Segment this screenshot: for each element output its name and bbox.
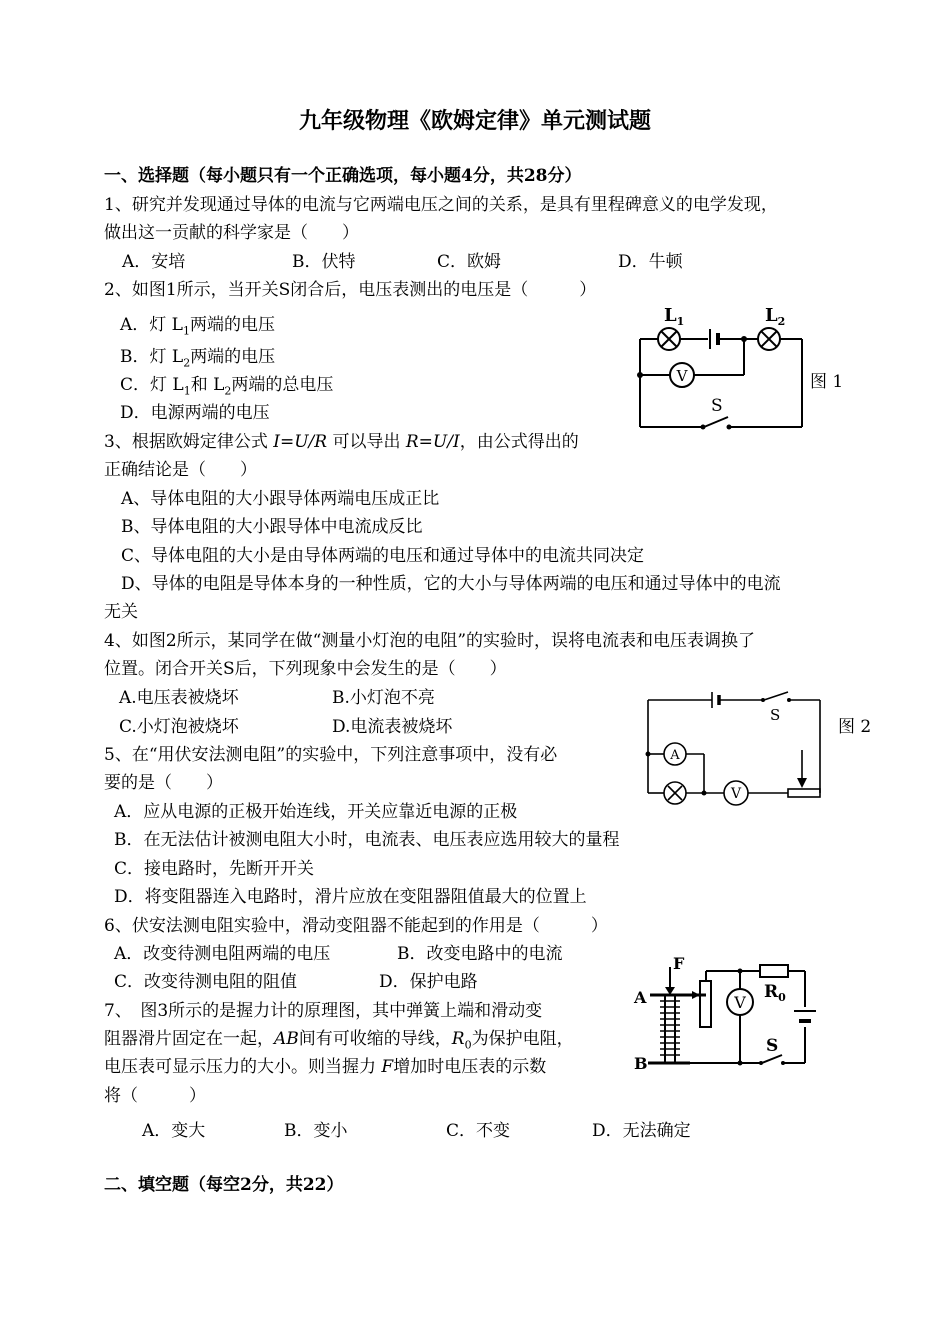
- q6-option-d: D．保护电路: [379, 972, 478, 992]
- q7-stem-line1: 7、 图3所示的是握力计的原理图，其中弹簧上端和滑动变: [104, 1001, 543, 1021]
- q7-option-c: C．不变: [446, 1121, 511, 1141]
- fig1-switch-label: S: [711, 396, 723, 416]
- q6-option-c: C．改变待测电阻的阻值: [114, 972, 298, 992]
- fig3-force-label: F: [673, 954, 685, 973]
- q3-option-d-line2: 无关: [104, 602, 138, 622]
- q5-stem-line1: 5、在“用伏安法测电阻”的实验中，下列注意事项中，没有必: [104, 745, 558, 765]
- fig2-switch-label: S: [770, 706, 781, 724]
- fig3-switch-label: S: [766, 1036, 779, 1056]
- q5-option-d: D．将变阻器连入电路时，滑片应放在变阻器阻值最大的位置上: [114, 887, 587, 907]
- q5-option-c: C．接电路时，先断开开关: [114, 859, 315, 879]
- section-heading-choice: 一、选择题（每小题只有一个正确选项，每小题4分，共28分）: [104, 166, 582, 186]
- q5-stem-line2: 要的是（ ）: [104, 773, 223, 793]
- q2-stem: 2、如图1所示，当开关S闭合后，电压表测出的电压是（ ）: [104, 280, 597, 300]
- q1-option-a: A．安培: [122, 252, 186, 272]
- q5-option-b: B．在无法估计被测电阻大小时，电流表、电压表应选用较大的量程: [114, 830, 620, 850]
- q3-option-c: C、导体电阻的大小是由导体两端的电压和通过导体中的电流共同决定: [121, 546, 645, 566]
- figure-2-circuit: [640, 690, 825, 815]
- q2-option-c: C．灯 $L_1$和 $L_2$两端的总电压: [120, 375, 334, 398]
- fig3-point-b-label: B: [634, 1054, 648, 1073]
- q3-option-d-line1: D、导体的电阻是导体本身的一种性质，它的大小与导体两端的电压和通过导体中的电流: [121, 574, 781, 594]
- q7-stem-line3: 电压表可显示压力的大小。则当握力 F增加时电压表的示数: [104, 1057, 547, 1077]
- fig1-l2-label: $L_2$: [765, 305, 786, 328]
- q1-option-c: C．欧姆: [437, 252, 502, 272]
- q3-option-b: B、导体电阻的大小跟导体中电流成反比: [121, 517, 423, 537]
- q7-stem-line4: 将（ ）: [104, 1086, 206, 1106]
- q5-option-a: A．应从电源的正极开始连线，开关应靠近电源的正极: [114, 802, 518, 822]
- fig3-voltmeter-label: V: [734, 993, 746, 1012]
- fig1-l1-label: $L_1$: [664, 305, 685, 328]
- q1-stem-line2: 做出这一贡献的科学家是（ ）: [104, 223, 359, 243]
- q1-option-d: D．牛顿: [618, 252, 683, 272]
- q2-option-a: A．灯 $L_1$两端的电压: [120, 315, 275, 338]
- q3-option-a: A、导体电阻的大小跟导体两端电压成正比: [121, 489, 440, 509]
- figure-1-caption: 图 1: [810, 372, 844, 392]
- q4-stem-line2: 位置。闭合开关S后，下列现象中会发生的是（ ）: [104, 659, 507, 679]
- q6-stem: 6、伏安法测电阻实验中，滑动变阻器不能起到的作用是（ ）: [104, 916, 608, 936]
- fig2-ammeter-label: A: [670, 748, 680, 763]
- page-title: 九年级物理《欧姆定律》单元测试题: [298, 108, 651, 134]
- q7-option-d: D．无法确定: [592, 1121, 691, 1141]
- figure-3-grip-meter: [630, 955, 820, 1080]
- q2-option-d: D．电源两端的电压: [120, 403, 270, 423]
- q1-option-b: B．伏特: [292, 252, 356, 272]
- figure-1-circuit: [630, 305, 815, 435]
- q4-option-b: B.小灯泡不亮: [332, 688, 435, 708]
- q3-stem-line1: 3、根据欧姆定律公式 I=U/R 可以导出 R=U/I，由公式得出的: [104, 432, 579, 452]
- q1-stem-line1: 1、研究并发现通过导体的电流与它两端电压之间的关系，是具有里程碑意义的电学发现，: [104, 195, 778, 215]
- fig3-point-a-label: A: [634, 988, 647, 1007]
- q6-option-a: A．改变待测电阻两端的电压: [114, 944, 331, 964]
- q7-option-b: B．变小: [284, 1121, 348, 1141]
- section-heading-fill: 二、填空题（每空2分，共22）: [104, 1175, 344, 1195]
- fig1-voltmeter-label: V: [676, 367, 688, 385]
- q7-option-a: A．变大: [142, 1121, 206, 1141]
- fig3-r0-label: $R_0$: [764, 982, 786, 1004]
- q4-option-c: C.小灯泡被烧坏: [119, 717, 239, 737]
- q4-option-d: D.电流表被烧坏: [332, 717, 453, 737]
- q2-option-b: B．灯 $L_2$两端的电压: [120, 347, 276, 370]
- q4-option-a: A.电压表被烧坏: [119, 688, 239, 708]
- q7-stem-line2: 阻器滑片固定在一起，AB间有可收缩的导线，$R_0$为保护电阻，: [104, 1029, 574, 1052]
- fig2-voltmeter-label: V: [730, 786, 742, 802]
- figure-2-caption: 图 2: [838, 717, 872, 737]
- q4-stem-line1: 4、如图2所示，某同学在做“测量小灯泡的电阻”的实验时，误将电流表和电压表调换了: [104, 631, 756, 651]
- q3-stem-line2: 正确结论是（ ）: [104, 460, 257, 480]
- q6-option-b: B．改变电路中的电流: [397, 944, 563, 964]
